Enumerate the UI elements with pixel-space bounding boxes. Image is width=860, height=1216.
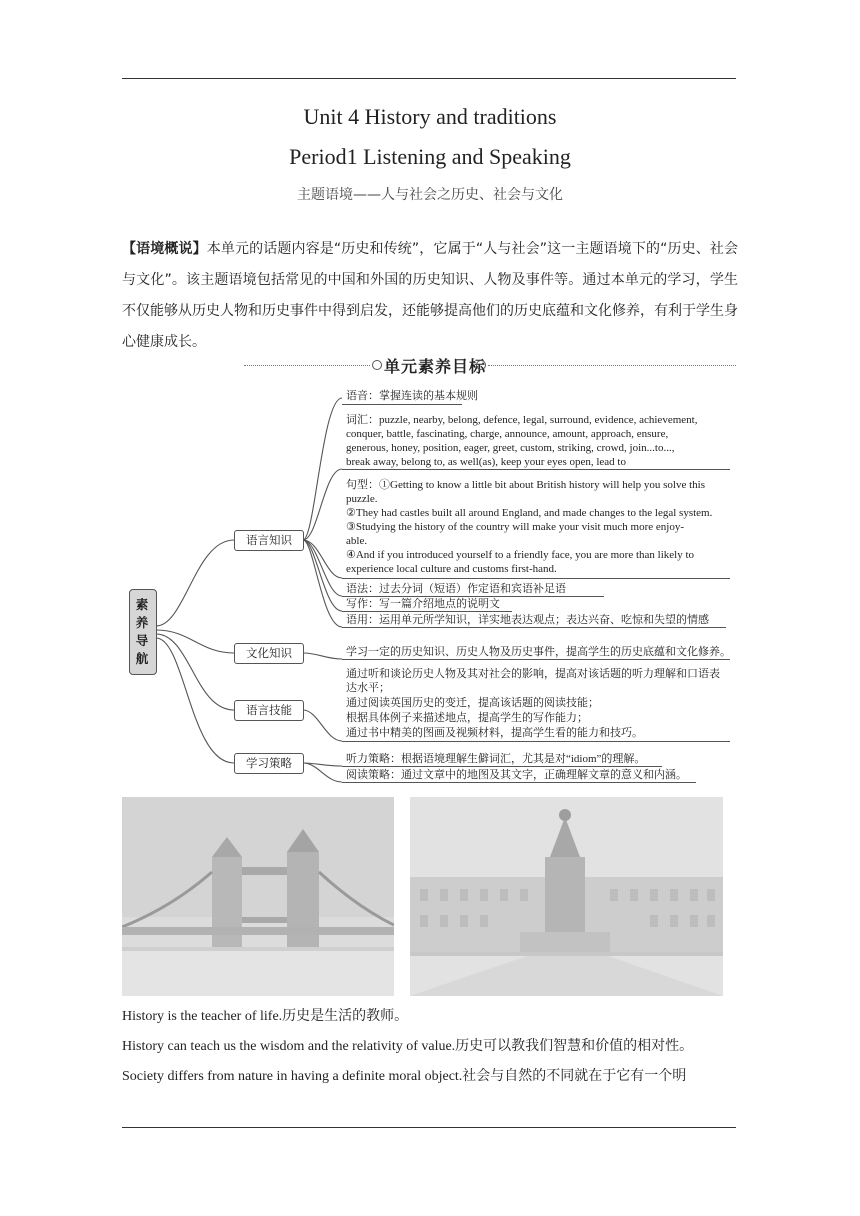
item-reading-strategy: 阅读策略：通过文章中的地图及其文字，正确理解文章的意义和内涵。 xyxy=(346,769,687,781)
item-skills-3: 通过阅读英国历史的变迁，提高该话题的阅读技能； xyxy=(346,697,599,709)
connector-b3 xyxy=(303,710,342,741)
item-sentence-4: ③Studying the history of the country will make your visit much more enjoy- xyxy=(346,521,684,533)
item-skills-4: 根据具体例子来描述地点，提高学生的写作能力； xyxy=(346,712,588,724)
period-title: Period1 Listening and Speaking xyxy=(289,144,571,169)
quote-2: History can teach us the wisdom and the relativity of value.历史可以教我们智慧和价值的相对性。 xyxy=(122,1039,694,1054)
buckingham-palace-photo xyxy=(410,797,723,996)
footer-rule xyxy=(122,1127,736,1128)
buckingham-palace-image xyxy=(410,797,723,996)
item-skills-1: 通过听和谈论历史人物及其对社会的影响，提高对该话题的听力理解和口语表 xyxy=(346,668,720,680)
connector-b1-prag xyxy=(303,540,342,627)
item-vocab-3: generous, honey, position, eager, greet, custom, striking, crowd, join...to..., xyxy=(346,442,675,454)
item-culture: 学习一定的历史知识、历史人物及历史事件，提高学生的历史底蕴和文化修养。 xyxy=(346,646,731,658)
rule-sent xyxy=(342,578,730,579)
item-writing: 写作：写一篇介绍地点的说明文 xyxy=(346,598,500,610)
connector-b1-pron xyxy=(303,398,342,540)
unit-title: Unit 4 History and traditions xyxy=(303,104,557,129)
branch-learning-strategies: 学习策略 xyxy=(234,753,304,774)
mind-map-root-label: 素养导航 xyxy=(135,597,149,666)
tower-bridge-image xyxy=(122,797,394,996)
item-pragmatics: 语用：运用单元所学知识，详实地表达观点；表达兴奋、吃惊和失望的情感 xyxy=(346,614,709,626)
overview-label: 【语境概说】 xyxy=(122,241,207,257)
connector-branch2 xyxy=(156,630,234,653)
item-sentence-2: puzzle. xyxy=(346,493,378,505)
connector-b2 xyxy=(303,653,342,659)
item-sentence-7: experience local culture and customs first-hand. xyxy=(346,563,557,575)
item-sentence-5: able. xyxy=(346,535,368,547)
theme-subtitle: 主题语境——人与社会之历史、社会与文化 xyxy=(297,187,563,203)
rule-pron xyxy=(342,404,462,405)
branch-language-skills: 语言技能 xyxy=(234,700,304,721)
item-sentence-6: ④And if you introduced yourself to a friendly face, you are more than likely to xyxy=(346,549,695,561)
item-grammar: 语法：过去分词（短语）作定语和宾语补足语 xyxy=(346,583,566,595)
item-listening-strategy: 听力策略：根据语境理解生僻词汇，尤其是对“idiom”的理解。 xyxy=(346,753,646,765)
quote-3: Society differs from nature in having a definite moral object.社会与自然的不同就在于它有一个明 xyxy=(122,1069,687,1084)
item-skills-5: 通过书中精美的图画及视频材料，提高学生看的能力和技巧。 xyxy=(346,727,643,739)
branch-language-knowledge: 语言知识 xyxy=(234,530,304,551)
quote-1: History is the teacher of life.历史是生活的教师。 xyxy=(122,1009,409,1024)
connector-branch1 xyxy=(156,540,234,626)
item-pronunciation: 语音：掌握连读的基本规则 xyxy=(346,390,478,402)
tower-bridge-photo xyxy=(122,797,394,996)
item-skills-2: 达水平； xyxy=(346,682,390,694)
connector-b1-writ xyxy=(303,540,342,611)
overview-text: 本单元的话题内容是“历史和传统”，它属于“人与社会”这一主题语境下的“历史、社会与文化”。该主题语境包括常见的中国和外国的历史知识、人物及事件等。通过本单元的学习，学生不仅能够从历史人物和历史事件中得到启发，还能够提高他们的历史底蕴和文化修养，有利于学生身心健康成长。 xyxy=(122,241,738,350)
item-vocab-1: 词汇：puzzle, nearby, belong, defence, legal, surround, evidence, achievement, xyxy=(346,414,698,426)
branch-cultural-knowledge: 文化知识 xyxy=(234,643,304,664)
rule-skills xyxy=(342,741,730,742)
connector-branch4 xyxy=(156,638,234,763)
item-sentence-3: ②They had castles built all around England, and made changes to the legal system. xyxy=(346,507,713,519)
goals-heading-text: 单元素养目标 xyxy=(384,357,487,376)
item-vocab-4: break away, belong to, as well(as), keep your eyes open, lead to xyxy=(346,456,626,468)
item-sentence-1: 句型：①Getting to know a little bit about British history will help you solve this xyxy=(346,479,706,491)
item-vocab-2: conquer, battle, fascinating, charge, announce, amount, approach, ensure, xyxy=(346,428,669,440)
